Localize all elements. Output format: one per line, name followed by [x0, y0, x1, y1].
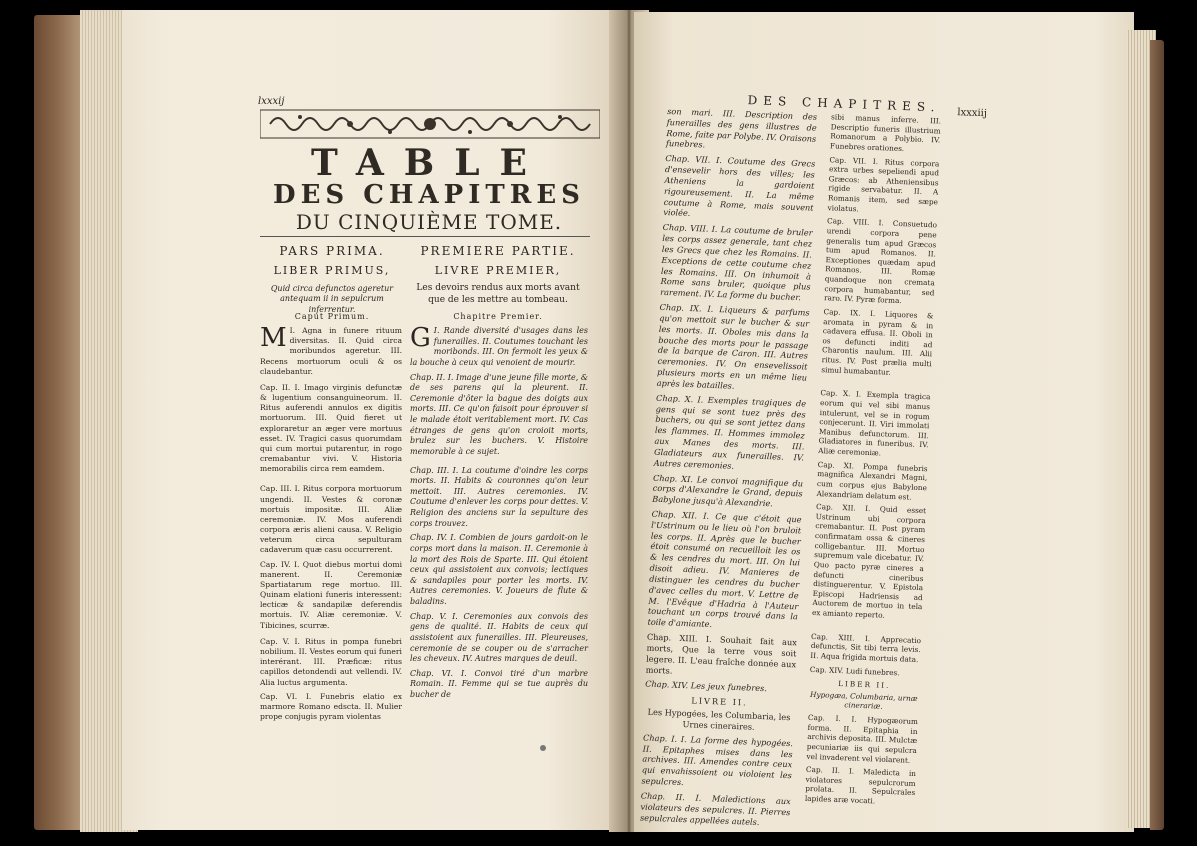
french-entry: Chap. II. I. Maledictions aux violateurs des sepulcres. II. Pierres sepulcrales appellées autels.	[639, 790, 791, 827]
french-entry: Chap. VI. I. Convoi tiré d'un marbre Romain. II. Femme qui se tue auprès du bucher de	[410, 668, 588, 699]
latin-entry: M I. Agna in funere rituum diversitas. II. Quid circa moribundos ageretur. III. Recens mortuorum oculi & os claudebantur.	[260, 323, 402, 376]
latin-chapter-list	[260, 323, 402, 726]
french-entry: Chap. IX. I. Liqueurs & parfums qu'on mettoit sur le bucher & sur les morts. II. Oboles mis dans la bouche des morts pour le passage de la barque de Caron. III. Autres ceremonies. IV. On ensevelissoit plusieurs morts en un même lieu après les batailles.	[656, 301, 810, 391]
french-book2-heading: LIVRE II.	[691, 695, 748, 708]
latin-entry: Cap. XIV. Ludi funebres.	[809, 664, 900, 677]
latin-entry: Cap. III. I. Ritus corpora mortuorum ungendi. II. Vestes & coronæ mortuis impositæ. III. Aliæ ceremoniæ. IV. Mos auferendi corpora æris alieni causa. V. Religio veterum circa sepulturam cadaverum quæ casu occurrerent.	[260, 484, 402, 555]
latin-book-heading: LIBER PRIMUS,	[273, 264, 391, 277]
latin-chapter-heading: Caput Primum.	[294, 312, 370, 321]
page-title-table: TABLE	[311, 142, 547, 184]
french-entry: Chap. X. I. Exemples tragiques de gens qui se sont tuez près des buchers, ou qui se sont jettez dans les flammes. II. Hommes immolez aux Manes des morts. III. Gladiateurs aux funerailles. IV. Autres ceremonies.	[653, 392, 807, 471]
french-entry: Chap. XIII. I. Souhait fait aux morts, Que la terre vous soit legere. II. L'eau fraîche donnée aux morts.	[645, 631, 798, 676]
french-chapter-list-continued	[640, 106, 818, 833]
french-entry: Chap. I. I. La forme des hypogées. II. Epitaphes mises dans les archives. III. Amendes contre ceux qui envahissoient ou violoient les sepulcres.	[641, 732, 794, 788]
french-entry: Chap. IV. I. Combien de jours gardoit-on le corps mort dans la maison. II. Ceremonie à la mort des Rois de Sparte. III. Qui étoient ceux qui assistoient aux convois; lectiques & sandapiles pour porter les morts. IV. Autres ceremonies. V. Joueurs de flute & baladins.	[410, 533, 588, 606]
latin-entry: Cap. IV. I. Quot diebus mortui domi manerent. II. Ceremoniæ Spartiatarum rege mortuo. III. Quinam elationi funeris interessent: lecticæ & sandapilæ deferendis mortuis. IV. Aliæ ceremoniæ. V. Tibicines, scurræ.	[260, 559, 402, 630]
dropcap-letter: M	[260, 323, 287, 353]
latin-entry: Cap. V. I. Ritus in pompa funebri nobilium. II. Vestes eorum qui funeri interérant. III. Præficæ: ritus capillos detondendi aut vellendi. IV. Alia luctus argumenta.	[260, 636, 402, 687]
french-entry: Chap. XII. I. Ce que c'étoit que l'Ustrinum ou le lieu où l'on bruloit les corps. II. Après que le bucher étoit consumé on recueilloit les os & les cendres du mort. III. On lui disoit adieu. IV. Manieres de distinguer les cendres du bucher d'avec celles du mort. V. Lettre de M. l'Evêque d'Hadria à l'Auteur touchant un corps trouvé dans la toile d'amiante.	[647, 508, 802, 630]
page-title-chapters: DES CHAPITRES	[273, 180, 585, 210]
french-entry: Chap. VII. I. Coutume des Grecs d'ensevelir hors des villes; les Atheniens la gardoient rigoureusement. II. La même coutume à Rome, mais souvent violée.	[663, 153, 816, 219]
right-cover	[1150, 40, 1164, 830]
latin-entry: sibi manus inferre. III. Descriptio funeris illustrium Romanorum a Polybio. IV. Funebres orationes.	[829, 112, 942, 153]
latin-book2-heading: LIBER II.	[837, 679, 891, 691]
latin-entry: Cap. I. I. Hypogæorum forma. II. Epitaphia in archivis deposita. III. Mulctæ pecuniariæ iis qui sepulcra vel invaderent vel violarent.	[806, 712, 919, 765]
left-page-number: lxxxij	[258, 96, 285, 107]
title-rule	[260, 236, 590, 237]
dropcap-letter: G	[410, 323, 431, 353]
french-chapter-list	[410, 323, 588, 726]
french-part-heading: PREMIERE PARTIE.	[420, 244, 576, 258]
right-page-number: lxxxiij	[957, 107, 988, 120]
french-entry: son mari. III. Description des funerailles des gens illustres de Rome, faite par Polybe. IV. Oraisons funebres.	[665, 105, 818, 150]
french-chapter-heading: Chapitre Premier.	[453, 312, 543, 321]
latin-entry: Cap. II. I. Imago virginis defunctæ & lugentium consanguineorum. II. Ritus auferendi annulos ex digitis mortuorum. III. Quid fieret ut exploraretur an æger vere mortuus esset. IV. Tragici casus quorumdam qui cum mortui putarentur, in rogo cremabantur vivi. V. Historia memorabilis circa rem eamdem.	[260, 382, 402, 474]
running-head: DES CHAPITRES.	[747, 93, 941, 115]
french-entry: Chap. XIV. Les jeux funebres.	[644, 678, 768, 694]
french-entry: G I. Rande diversité d'usages dans les funerailles. II. Coutumes touchant les moribonds. III. On fermoit les yeux & la bouche à ceux qui venoient de mourir.	[410, 323, 588, 367]
ornamental-headpiece	[260, 108, 600, 140]
latin-entry: Cap. XI. Pompa funebris magnifica Alexandri Magni, cum corpus ejus Babylone Alexandriam delatum est.	[816, 459, 928, 502]
french-book-heading: LIVRE PREMIER,	[434, 264, 562, 277]
latin-chapter-list-continued	[805, 112, 942, 811]
french-entry: Chap. V. I. Ceremonies aux convois des gens de qualité. II. Habits de ceux qui assistoient aux funerailles. III. Pleureuses, ceremonie de se couper ou de s'arracher les cheveux. IV. Autres marques de deuil.	[410, 611, 588, 664]
latin-entry: Cap. II. I. Maledicta in violatores sepulcrorum prolata. II. Sepulcrales lapides aræ vocati.	[804, 764, 917, 806]
latin-entry: Cap. X. I. Exempla tragica eorum qui vel sibi manus intulerunt, vel se in rogum conjecerunt. II. Viri immolati Manibus defunctorum. III. Gladiatores in funeribus. IV. Aliæ ceremoniæ.	[818, 388, 931, 458]
printer-mark	[540, 745, 546, 751]
latin-book-subtitle: Quid circa defunctos ageretur antequam ii in sepulcrum inferrentur.	[270, 284, 394, 314]
french-entry: Chap. VIII. I. La coutume de bruler les corps assez generale, tant chez les Grecs que chez les Romains. II. Exceptions de cette coutume chez les Romains. III. On inhumoit à Rome sans bruler, quoique plus rarement. IV. La forme du bucher.	[660, 222, 813, 303]
right-page-content	[640, 90, 1107, 826]
latin-entry: Cap. VI. I. Funebris elatio ex marmore Romano edscta. II. Mulier prope conjugis pyram violentas	[260, 691, 402, 722]
latin-entry: Cap. XIII. I. Apprecatio defunctis, Sit tibi terra levis. II. Aqua frigida mortuis data.	[810, 631, 922, 664]
french-book2-subtitle: Les Hypogées, les Columbaria, les Urnes cineraires.	[647, 706, 791, 732]
french-entry: Chap. XI. Le convoi magnifique du corps d'Alexandre le Grand, depuis Babylone jusqu'à Alexandrie.	[652, 472, 804, 509]
french-book-subtitle: Les devoirs rendus aux morts avant que de les mettre au tombeau.	[416, 283, 580, 305]
latin-entry: Cap. VIII. I. Consuetudo urendi corpora pene generalis tum apud Græcos tum apud Romanos. II. Exceptiones quædam apud Romanos. III. Romæ quandoque non cremata corpora humabantur, sed raro. IV. Pyræ forma.	[823, 216, 938, 306]
page-title-tome: DU CINQUIÈME TOME.	[295, 210, 563, 234]
latin-part-heading: PARS PRIMA.	[279, 244, 385, 258]
latin-entry: Cap. IX. I. Liquores & aromata in pyram & in cadavera effusa. II. Oboli in os defuncti inditi ad Charontis naulum. III. Alii ritus. IV. Post prælia multi simul humabantur.	[821, 307, 934, 377]
french-entry: Chap. II. I. Image d'une jeune fille morte, & de ses parens qui la pleurent. II. Ceremonie d'ôter la bague des doigts aux morts. III. Ce qu'on faisoit pour éprouver si le malade étoit veritablement mort. IV. Cas étranges de gens qu'on croioit morts, brulez sur les buchers. V. Histoire memorable à ce sujet.	[410, 372, 588, 456]
latin-entry: Cap. VII. I. Ritus corpora extra urbes sepeliendi apud Græcos: ab Atheniensibus rigide servabatur. II. A Romanis item, sed sæpe violatus.	[827, 154, 940, 214]
french-entry: Chap. III. I. La coutume d'oindre les corps morts. II. Habits & couronnes qu'on leur mettoit. III. Autres ceremonies. IV. Coutume d'enlever les corps pour dettes. V. Religion des anciens sur la sepulture des corps trouvez.	[410, 465, 588, 528]
latin-entry: Cap. XII. I. Quid esset Ustrinum ubi corpora cremabantur. II. Post pyram confirmatam ossa & cineres colligebantur. III. Mortuo supremum vale dicebatur. IV. Quo pacto pyræ cineres a defuncti cineribus distinguerentur. V. Epistola Episcopi Hadriensis ad Auctorem de mortuo in tela ex amianto reperto.	[811, 502, 927, 620]
latin-book2-subtitle: Hypogæa, Columbaria, urnæ cinerariæ.	[809, 689, 918, 712]
